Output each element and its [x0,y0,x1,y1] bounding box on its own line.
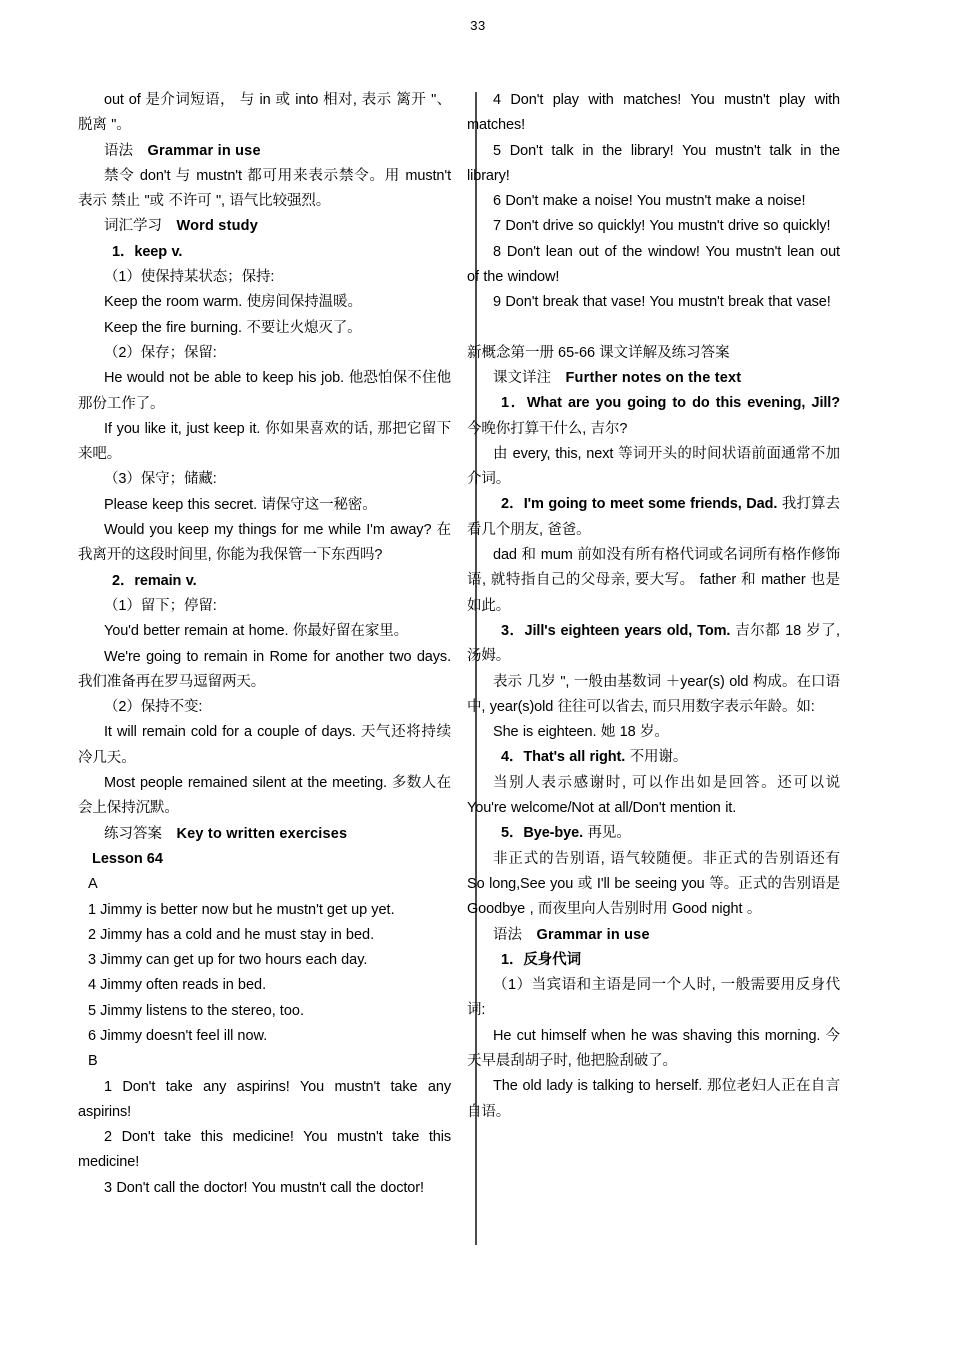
answer-line: B [88,1053,98,1070]
answer-line: 5 Jimmy listens to the stereo, too. [88,1002,304,1019]
body-paragraph: Would you keep my things for me while I'm away? 在我离开的这段时间里, 你能为我保管一下东西吗? [78,522,451,564]
body-paragraph: 表示 几岁 ", 一般由基数词 ＋year(s) old 构成。在口语中, year(s)old 往往可以省去, 而只用数字表示年龄。如: [467,673,840,715]
body-paragraph: You'd better remain at home. 你最好留在家里。 [104,623,409,640]
body-paragraph: 禁令 don't 与 mustn't 都可用来表示禁令。用 mustn't 表示 禁止 "或 不许可 ", 语气比较强烈。 [78,167,451,210]
note-item-chinese: 再见。 [583,825,631,842]
page-number: 33 [470,18,486,33]
body-paragraph: 5 Don't talk in the library! You mustn't talk in the library! [467,142,840,184]
note-item-english: 4．That's all right. [501,749,626,766]
body-paragraph: 6 Don't make a noise! You mustn't make a noise! [493,193,806,210]
body-paragraph: She is eighteen. 她 18 岁。 [493,724,669,741]
body-paragraph: He cut himself when he was shaving this morning. 今天早晨刮胡子时, 他把脸刮破了。 [467,1027,840,1069]
body-paragraph: 3 Don't call the doctor! You mustn't call the doctor! [104,1179,424,1196]
note-item [467,821,840,846]
body-paragraph: （1）使保持某状态；保持: [104,269,275,286]
body-paragraph: Most people remained silent at the meeting. 多数人在会上保持沉默。 [78,775,451,817]
note-item-chinese: 不用谢。 [625,749,688,766]
body-paragraph: The old lady is talking to herself. 那位老妇人正在自言自语。 [467,1078,840,1120]
section-heading [78,214,451,239]
answer-line: A [88,876,98,893]
word-entry-heading: 1．keep v. [112,243,183,260]
body-paragraph: （2）保存；保留: [104,344,217,361]
note-item-english: 5．Bye-bye. [501,825,584,842]
body-paragraph: 1 Don't take any aspirins! You mustn't take any aspirins! [78,1078,451,1120]
body-paragraph: dad 和 mum 前如没有所有格代词或名词所有格作修饰语, 就特指自己的父母亲, 要大写。 father 和 mather 也是如此。 [467,547,840,614]
body-paragraph: If you like it, just keep it. 你如果喜欢的话, 那把它留下来吧。 [78,420,451,463]
heading-label-cn: 词汇学习 [104,218,162,235]
paragraph-spacer [467,316,840,341]
body-paragraph: （1）当宾语和主语是同一个人时, 一般需要用反身代词: [467,977,840,1019]
heading-label-cn: 语法 [104,142,133,159]
body-paragraph: （1）留下；停留: [104,597,217,614]
note-item-english: 3．Jill's eighteen years old, Tom. [501,622,731,639]
heading-label-cn: 课文详注 [493,369,551,386]
note-item [467,619,840,670]
note-item [467,391,840,442]
note-item-chinese: 我打算去看几个朋友, 爸爸。 [467,496,840,538]
note-item-english: 2．I'm going to meet some friends, Dad. [501,496,778,513]
body-paragraph: 2 Don't take this medicine! You mustn't take this medicine! [78,1129,451,1171]
heading-label-en: Grammar in use [536,926,650,943]
heading-label-cn: 语法 [493,926,522,943]
section-heading [467,366,840,391]
lesson-heading: Lesson 64 [92,850,163,867]
body-paragraph: 当别人表示感谢时, 可以作出如是回答。还可以说 You're welcome/Not at all/Don't mention it. [467,774,840,817]
answer-line: 3 Jimmy can get up for two hours each day. [88,952,368,969]
note-item [467,492,840,543]
left-column [78,88,459,1201]
body-paragraph: It will remain cold for a couple of days. 天气还将持续冷几天。 [78,724,451,766]
body-paragraph: Please keep this secret. 请保守这一秘密。 [104,496,377,513]
answer-line: 1 Jimmy is better now but he mustn't get up yet. [88,901,395,918]
lesson-section-title: 新概念第一册 65-66 课文详解及练习答案 [467,344,730,361]
heading-label-en: Grammar in use [147,142,261,159]
body-paragraph: 8 Don't lean out of the window! You mustn't lean out of the window! [467,243,840,286]
body-paragraph: He would not be able to keep his job. 他恐怕保不住他那份工作了。 [78,370,451,412]
body-paragraph: 4 Don't play with matches! You mustn't play with matches! [467,92,840,134]
answer-line: 6 Jimmy doesn't feel ill now. [88,1027,268,1044]
section-heading [467,923,840,948]
body-paragraph: We're going to remain in Rome for another two days. 我们准备再在罗马逗留两天。 [78,648,451,690]
body-paragraph: Keep the fire burning. 不要让火熄灭了。 [104,319,362,336]
answer-line: 4 Jimmy often reads in bed. [88,977,267,994]
body-paragraph: （3）保守；储藏: [104,471,217,488]
section-heading [78,822,451,847]
heading-label-en: Further notes on the text [565,369,742,386]
note-item [467,745,840,770]
answer-line: 2 Jimmy has a cold and he must stay in bed. [88,926,375,943]
heading-label-cn: 练习答案 [104,825,162,842]
note-item-english: 1．What are you going to do this evening, Jill? [501,395,840,412]
body-paragraph: 非正式的告别语, 语气较随便。非正式的告别语还有 So long,See you 或 I'll be seeing you 等。正式的告别语是 Goodbye , 而夜里向人告别时用 Good night 。 [467,850,840,918]
body-paragraph: （2）保持不变: [104,699,203,716]
note-item-chinese: 今晚你打算干什么, 吉尔? [467,420,628,437]
heading-label-en: Key to written exercises [176,825,348,842]
word-entry-heading: 2．remain v. [112,572,197,589]
body-paragraph: 由 every, this, next 等词开头的时间状语前面通常不加介词。 [467,445,840,488]
right-column [459,88,840,1125]
note-item-chinese: 吉尔都 18 岁了, 汤姆。 [467,622,840,665]
body-paragraph: Keep the room warm. 使房间保持温暖。 [104,294,362,311]
two-column-body [78,88,878,1201]
body-paragraph: out of 是介词短语， 与 in 或 into 相对, 表示 篱开 "、 脱离 "。 [78,92,451,134]
heading-label-en: Word study [176,218,258,235]
word-entry-heading: 1．反身代词 [501,951,581,968]
body-paragraph: 9 Don't break that vase! You mustn't break that vase! [493,294,831,311]
section-heading [78,139,451,164]
body-paragraph: 7 Don't drive so quickly! You mustn't drive so quickly! [493,218,831,235]
